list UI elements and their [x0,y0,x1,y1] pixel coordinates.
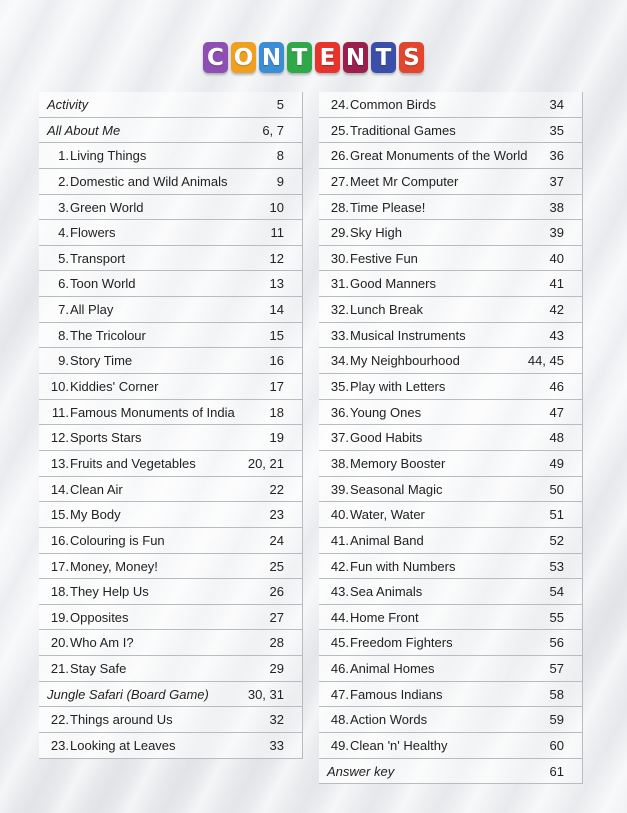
entry-title: Time Please! [350,199,426,215]
entry-title: My Neighbourhood [350,353,460,369]
entry-number: 19. [50,609,69,625]
entry-title: Animal Homes [350,661,435,677]
entry-title: Green World [70,199,144,215]
entry-page-number: 22 [269,481,284,497]
entry-page-number: 61 [549,763,564,779]
entry-page-number: 46 [549,379,564,395]
entry-number: 31. [330,276,349,292]
contents-entry[interactable] [39,502,303,528]
entry-title: Play with Letters [350,379,446,395]
entry-page-number: 48 [549,430,564,446]
entry-title: Water, Water [350,507,425,523]
contents-entry[interactable] [39,348,303,374]
entry-number: 38. [330,455,349,471]
contents-entry[interactable] [319,707,583,733]
entry-title: Opposites [70,609,129,625]
contents-entry[interactable] [319,554,583,580]
contents-entry[interactable] [319,477,583,503]
contents-entry[interactable] [319,579,583,605]
title-letter-tile: N [259,42,284,73]
entry-title: My Body [70,507,121,523]
contents-entry[interactable] [39,630,303,656]
contents-entry[interactable] [319,400,583,426]
contents-entry[interactable] [39,451,303,477]
contents-entry[interactable] [319,374,583,400]
contents-entry[interactable] [319,656,583,682]
title-letter-tile: E [315,42,340,73]
entry-title: Toon World [70,276,136,292]
entry-page-number: 19 [269,430,284,446]
entry-number: 33. [330,327,349,343]
contents-entry[interactable] [319,297,583,323]
entry-title: Transport [70,250,126,266]
entry-number: 48. [330,712,349,728]
entry-title: Good Manners [350,276,436,292]
entry-title: Home Front [350,609,419,625]
contents-entry[interactable] [39,425,303,451]
entry-page-number: 55 [549,609,564,625]
contents-entry[interactable] [39,220,303,246]
contents-entry[interactable] [319,528,583,554]
entry-page-number: 5 [276,97,284,112]
entry-number: 20. [50,635,69,651]
entry-number: 11. [51,404,69,420]
entry-page-number: 60 [549,738,564,754]
entry-page-number: 56 [549,635,564,651]
entry-number: 32. [330,302,349,318]
entry-page-number: 35 [549,122,564,138]
contents-entry[interactable] [39,92,303,118]
entry-title: Festive Fun [350,250,418,266]
entry-page-number: 51 [549,507,564,523]
entry-number: 5. [58,250,69,266]
entry-number: 24. [330,97,349,112]
contents-entry[interactable] [39,528,303,554]
entry-title: Young Ones [350,404,422,420]
entry-number: 37. [330,430,349,446]
entry-title: Seasonal Magic [350,481,443,497]
entry-page-number: 44, 45 [527,353,564,369]
entry-number: 7. [58,302,69,318]
entry-title: Freedom Fighters [350,635,453,651]
entry-title: They Help Us [70,584,149,600]
entry-title: Sea Animals [350,584,423,600]
entry-page-number: 15 [269,327,284,343]
entry-title: All About Me [47,122,121,138]
entry-title: Lunch Break [350,302,423,318]
entry-title: Fun with Numbers [350,558,456,574]
entry-number: 46. [330,661,349,677]
entry-title: Memory Booster [350,455,446,471]
contents-entry[interactable] [319,220,583,246]
contents-entry[interactable] [319,246,583,272]
contents-entry[interactable] [319,733,583,759]
entry-page-number: 27 [269,609,284,625]
entry-page-number: 28 [269,635,284,651]
entry-number: 21. [50,661,69,677]
contents-entry[interactable] [319,451,583,477]
contents-entry[interactable] [39,707,303,733]
contents-column-right [319,92,583,784]
entry-number: 22. [50,712,69,728]
entry-page-number: 30, 31 [247,686,284,702]
entry-title: Things around Us [70,712,173,728]
contents-entry[interactable] [319,118,583,144]
contents-entry[interactable] [319,195,583,221]
entry-number: 49. [330,738,349,754]
entry-page-number: 34 [549,97,564,112]
contents-entry[interactable] [39,733,303,759]
contents-entry[interactable] [319,323,583,349]
entry-title: Living Things [70,148,147,164]
entry-title: Fruits and Vegetables [70,455,196,471]
contents-entry[interactable] [319,271,583,297]
entry-number: 12. [50,430,69,446]
entry-page-number: 10 [269,199,284,215]
entry-page-number: 38 [549,199,564,215]
entry-title: Sky High [350,225,403,241]
contents-entry[interactable] [39,271,303,297]
title-letter-tile: T [371,42,396,73]
entry-page-number: 32 [269,712,284,728]
entry-number: 40. [330,507,349,523]
contents-entry[interactable] [319,759,583,785]
entry-number: 27. [330,173,349,189]
entry-number: 14. [50,481,69,497]
entry-title: Activity [47,97,89,112]
contents-entry[interactable] [39,169,303,195]
entry-page-number: 33 [269,738,284,754]
entry-number: 39. [330,481,349,497]
entry-page-number: 59 [549,712,564,728]
entry-page-number: 36 [549,148,564,164]
contents-entry[interactable] [39,297,303,323]
entry-number: 23. [50,738,69,754]
entry-title: Looking at Leaves [70,738,176,754]
title-letter-tile: C [203,42,228,73]
title-letter-tile: N [343,42,368,73]
entry-number: 35. [330,379,349,395]
entry-page-number: 47 [549,404,564,420]
contents-entry[interactable] [39,682,303,708]
entry-page-number: 25 [269,558,284,574]
entry-title: Domestic and Wild Animals [70,173,228,189]
entry-title: All Play [70,302,114,318]
entry-number: 4. [58,225,69,241]
contents-entry[interactable] [319,682,583,708]
entry-title: Money, Money! [70,558,158,574]
entry-title: Traditional Games [350,122,456,138]
entry-number: 10. [50,379,69,395]
entry-page-number: 23 [269,507,284,523]
entry-page-number: 49 [549,455,564,471]
entry-page-number: 6, 7 [262,122,284,138]
entry-page-number: 54 [549,584,564,600]
entry-page-number: 17 [269,379,284,395]
entry-page-number: 43 [549,327,564,343]
entry-page-number: 20, 21 [247,455,284,471]
entry-title: Stay Safe [70,661,127,677]
entry-number: 30. [330,250,349,266]
entry-number: 34. [330,353,349,369]
entry-page-number: 26 [269,584,284,600]
contents-entry[interactable] [319,92,583,118]
entry-page-number: 8 [276,148,284,164]
contents-entry[interactable] [319,348,583,374]
entry-title: Famous Indians [350,686,443,702]
entry-page-number: 9 [276,173,284,189]
entry-number: 25. [330,122,349,138]
title-letter-tile: O [231,42,256,73]
entry-title: Great Monuments of the World [350,148,528,164]
contents-entry[interactable] [319,502,583,528]
entry-number: 41. [330,532,349,548]
contents-entry[interactable] [319,605,583,631]
entry-title: Clean 'n' Healthy [350,738,448,754]
entry-page-number: 53 [549,558,564,574]
contents-entry[interactable] [39,246,303,272]
entry-number: 47. [330,686,349,702]
entry-page-number: 24 [269,532,284,548]
entry-page-number: 14 [269,302,284,318]
entry-title: Good Habits [350,430,423,446]
entry-title: Sports Stars [70,430,142,446]
contents-entry[interactable] [39,656,303,682]
contents-entry[interactable] [319,425,583,451]
entry-title: Colouring is Fun [70,532,165,548]
entry-number: 9. [58,353,69,369]
entry-title: Famous Monuments of India [70,404,235,420]
contents-entry[interactable] [39,323,303,349]
entry-number: 3. [58,199,69,215]
entry-title: The Tricolour [70,327,146,343]
title-letter-tile: S [399,42,424,73]
entry-number: 18. [50,584,69,600]
entry-number: 8. [58,327,69,343]
entry-number: 15. [50,507,69,523]
entry-page-number: 11 [270,225,284,241]
entry-title: Jungle Safari (Board Game) [47,686,209,702]
contents-entry[interactable] [319,630,583,656]
entry-title: Kiddies' Corner [70,379,159,395]
entry-page-number: 12 [269,250,284,266]
contents-entry[interactable] [319,169,583,195]
entry-page-number: 52 [549,532,564,548]
contents-entry[interactable] [39,400,303,426]
entry-number: 26. [330,148,349,164]
entry-page-number: 37 [549,173,564,189]
entry-number: 6. [58,276,69,292]
entry-number: 29. [330,225,349,241]
contents-title [0,42,627,73]
entry-number: 36. [330,404,349,420]
entry-number: 17. [50,558,69,574]
contents-entry[interactable] [39,118,303,144]
entry-number: 28. [330,199,349,215]
entry-title: Meet Mr Computer [350,173,459,189]
entry-page-number: 39 [549,225,564,241]
entry-page-number: 50 [549,481,564,497]
entry-title: Answer key [327,763,395,779]
contents-entry[interactable] [39,605,303,631]
contents-column-left [39,92,303,759]
contents-entry[interactable] [39,195,303,221]
contents-entry[interactable] [39,143,303,169]
entry-page-number: 29 [269,661,284,677]
contents-entry[interactable] [319,143,583,169]
entry-page-number: 41 [549,276,564,292]
entry-number: 1. [58,148,69,164]
entry-number: 44. [330,609,349,625]
entry-number: 42. [330,558,349,574]
entry-page-number: 16 [269,353,284,369]
entry-title: Clean Air [70,481,123,497]
contents-entry[interactable] [39,477,303,503]
entry-title: Flowers [70,225,116,241]
entry-page-number: 42 [549,302,564,318]
entry-title: Who Am I? [70,635,134,651]
title-letter-tile: T [287,42,312,73]
entry-number: 43. [330,584,349,600]
entry-number: 2. [58,173,69,189]
entry-title: Animal Band [350,532,424,548]
entry-title: Action Words [350,712,428,728]
entry-page-number: 58 [549,686,564,702]
entry-number: 13. [50,455,69,471]
contents-entry[interactable] [39,579,303,605]
entry-title: Common Birds [350,97,436,112]
entry-page-number: 13 [269,276,284,292]
entry-page-number: 18 [269,404,284,420]
entry-page-number: 57 [549,661,564,677]
contents-entry[interactable] [39,554,303,580]
entry-title: Musical Instruments [350,327,466,343]
entry-title: Story Time [70,353,133,369]
contents-entry[interactable] [39,374,303,400]
entry-page-number: 40 [549,250,564,266]
entry-number: 16. [50,532,69,548]
entry-number: 45. [330,635,349,651]
